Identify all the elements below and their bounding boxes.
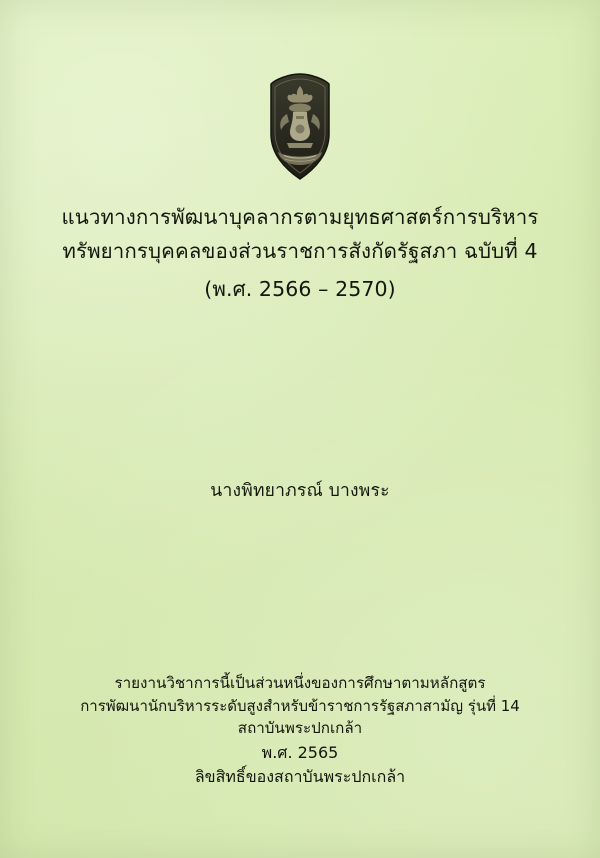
page-title — [0, 200, 600, 306]
footer-line-1: รายงานวิชาการนี้เป็นส่วนหนึ่งของการศึกษาตามหลักสูตร — [114, 674, 486, 692]
title-line-2: ทรัพยากรบุคคลของส่วนราชการสังกัดรัฐสภา ฉบับที่ 4 — [62, 239, 538, 263]
title-line-1: แนวทางการพัฒนาบุคลากรตามยุทธศาสตร์การบริหาร — [61, 205, 539, 229]
thai-parliament-emblem-icon — [263, 72, 337, 182]
footer-line-2: การพัฒนานักบริหารระดับสูงสำหรับข้าราชการรัฐสภาสามัญ รุ่นที่ 14 — [80, 696, 520, 715]
footer-copyright: ลิขสิทธิ์ของสถาบันพระปกเกล้า — [194, 766, 406, 786]
footer-line-3: สถาบันพระปกเกล้า — [237, 719, 363, 737]
emblem-container — [0, 72, 600, 182]
title-line-3: (พ.ศ. 2566 – 2570) — [204, 277, 396, 301]
author-name: นางพิทยาภรณ์ บางพระ — [210, 481, 390, 501]
footer-block — [0, 672, 600, 789]
footer-year: พ.ศ. 2565 — [261, 742, 339, 762]
